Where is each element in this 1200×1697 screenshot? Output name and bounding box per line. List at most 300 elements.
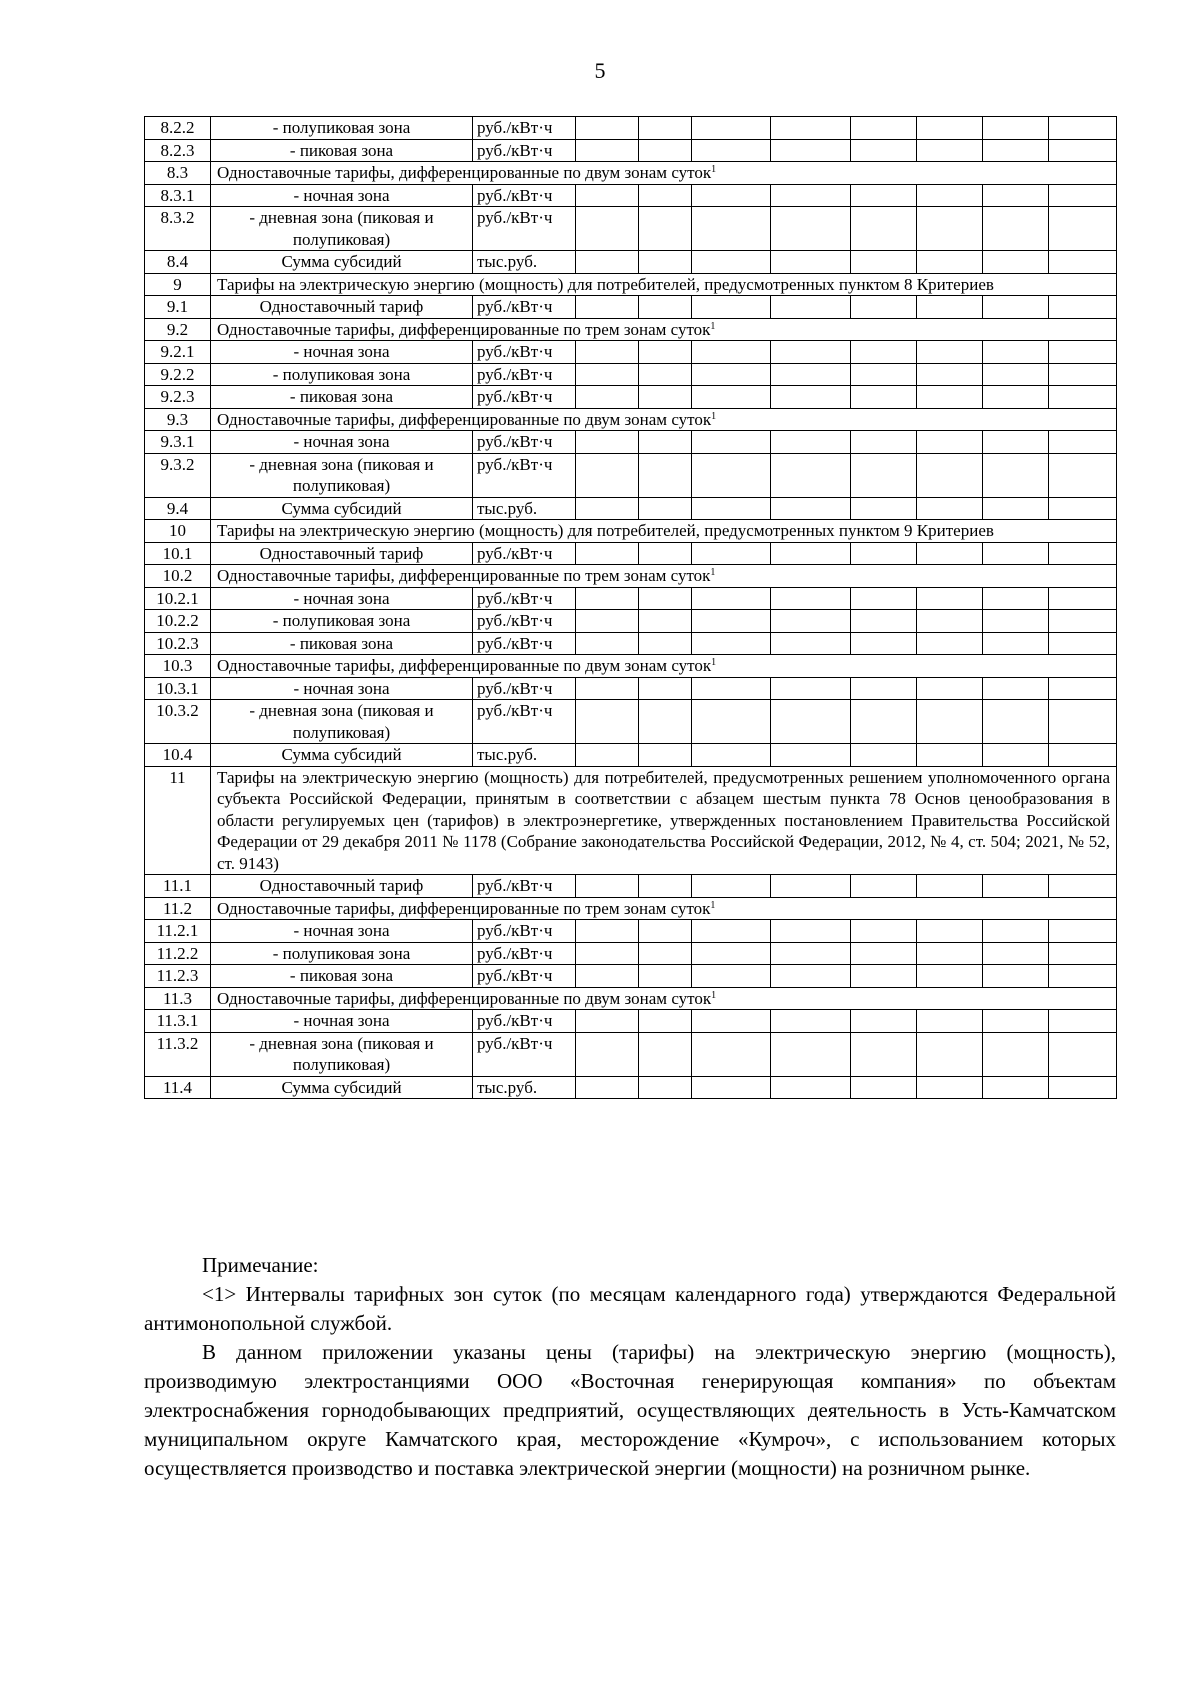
- row-number: 9.2.1: [145, 341, 211, 364]
- table-row: [145, 497, 1117, 520]
- row-number: 11.3: [145, 987, 211, 1010]
- value-cell: [639, 117, 692, 140]
- value-cell: [692, 632, 771, 655]
- value-cell: [639, 542, 692, 565]
- value-cell: [576, 1076, 639, 1099]
- value-cell: [639, 497, 692, 520]
- value-cell: [983, 431, 1049, 454]
- value-cell: [1049, 1010, 1117, 1033]
- value-cell: [639, 184, 692, 207]
- row-heading-text: Тарифы на электрическую энергию (мощность) для потребителей, предусмотренных пунктом 9 Критериев: [217, 521, 994, 540]
- row-number: 9: [145, 273, 211, 296]
- value-cell: [639, 875, 692, 898]
- row-heading-text: Одноставочные тарифы, дифференцированные по двум зонам суток: [217, 656, 712, 675]
- value-cell: [576, 453, 639, 497]
- footnote-marker: 1: [710, 567, 716, 578]
- value-cell: [771, 744, 851, 767]
- value-cell: [692, 139, 771, 162]
- row-name: Одноставочный тариф: [211, 875, 473, 898]
- row-name: - ночная зона: [211, 184, 473, 207]
- table-row: [145, 542, 1117, 565]
- value-cell: [1049, 251, 1117, 274]
- value-cell: [851, 744, 917, 767]
- value-cell: [576, 542, 639, 565]
- footnote-marker: 1: [711, 164, 717, 175]
- value-cell: [983, 610, 1049, 633]
- value-cell: [983, 744, 1049, 767]
- table-row: [145, 632, 1117, 655]
- value-cell: [576, 942, 639, 965]
- notes-block: [144, 1251, 1116, 1483]
- row-name: - пиковая зона: [211, 386, 473, 409]
- value-cell: [771, 453, 851, 497]
- value-cell: [771, 610, 851, 633]
- value-cell: [576, 632, 639, 655]
- value-cell: [576, 1010, 639, 1033]
- row-unit: руб./кВт·ч: [473, 1010, 576, 1033]
- row-heading-text: Одноставочные тарифы, дифференцированные по двум зонам суток: [217, 163, 712, 182]
- row-number: 9.3.2: [145, 453, 211, 497]
- value-cell: [983, 632, 1049, 655]
- value-cell: [692, 296, 771, 319]
- row-number: 8.2.2: [145, 117, 211, 140]
- value-cell: [1049, 587, 1117, 610]
- value-cell: [639, 251, 692, 274]
- table-row: [145, 744, 1117, 767]
- value-cell: [639, 341, 692, 364]
- value-cell: [639, 1032, 692, 1076]
- row-name: - пиковая зона: [211, 965, 473, 988]
- table-row: [145, 408, 1117, 431]
- row-name: - ночная зона: [211, 920, 473, 943]
- row-number: 9.4: [145, 497, 211, 520]
- value-cell: [771, 431, 851, 454]
- row-unit: руб./кВт·ч: [473, 1032, 576, 1076]
- value-cell: [692, 207, 771, 251]
- table-row: [145, 341, 1117, 364]
- value-cell: [983, 587, 1049, 610]
- table-row: [145, 942, 1117, 965]
- row-unit: руб./кВт·ч: [473, 542, 576, 565]
- value-cell: [576, 117, 639, 140]
- value-cell: [692, 1032, 771, 1076]
- value-cell: [983, 497, 1049, 520]
- row-unit: руб./кВт·ч: [473, 453, 576, 497]
- value-cell: [851, 453, 917, 497]
- row-heading-text: Одноставочные тарифы, дифференцированные по трем зонам суток: [217, 898, 711, 918]
- value-cell: [1049, 386, 1117, 409]
- value-cell: [771, 117, 851, 140]
- table-row: [145, 117, 1117, 140]
- row-name: - дневная зона (пиковая и полупиковая): [211, 700, 473, 744]
- value-cell: [851, 251, 917, 274]
- row-name: Сумма субсидий: [211, 744, 473, 767]
- tariff-table-body: [145, 117, 1117, 1099]
- value-cell: [692, 965, 771, 988]
- value-cell: [917, 497, 983, 520]
- row-name: - ночная зона: [211, 677, 473, 700]
- row-heading: [211, 162, 1117, 185]
- value-cell: [917, 1032, 983, 1076]
- value-cell: [983, 117, 1049, 140]
- row-unit: руб./кВт·ч: [473, 386, 576, 409]
- row-number: 10: [145, 520, 211, 543]
- value-cell: [851, 296, 917, 319]
- value-cell: [692, 453, 771, 497]
- value-cell: [576, 700, 639, 744]
- value-cell: [1049, 632, 1117, 655]
- value-cell: [576, 920, 639, 943]
- value-cell: [692, 363, 771, 386]
- row-unit: тыс.руб.: [473, 251, 576, 274]
- value-cell: [851, 363, 917, 386]
- row-number: 10.3.2: [145, 700, 211, 744]
- value-cell: [1049, 965, 1117, 988]
- row-name: - полупиковая зона: [211, 942, 473, 965]
- value-cell: [576, 587, 639, 610]
- value-cell: [639, 453, 692, 497]
- row-number: 9.3.1: [145, 431, 211, 454]
- row-heading: [211, 408, 1117, 431]
- row-unit: руб./кВт·ч: [473, 587, 576, 610]
- value-cell: [917, 942, 983, 965]
- value-cell: [917, 744, 983, 767]
- row-unit: руб./кВт·ч: [473, 139, 576, 162]
- value-cell: [576, 296, 639, 319]
- value-cell: [771, 587, 851, 610]
- table-row: [145, 920, 1117, 943]
- value-cell: [917, 184, 983, 207]
- row-unit: руб./кВт·ч: [473, 610, 576, 633]
- value-cell: [692, 386, 771, 409]
- value-cell: [1049, 1076, 1117, 1099]
- value-cell: [851, 497, 917, 520]
- value-cell: [639, 386, 692, 409]
- row-name: - дневная зона (пиковая и полупиковая): [211, 207, 473, 251]
- value-cell: [639, 296, 692, 319]
- value-cell: [917, 453, 983, 497]
- value-cell: [917, 117, 983, 140]
- row-number: 11.3.1: [145, 1010, 211, 1033]
- value-cell: [917, 1076, 983, 1099]
- value-cell: [851, 341, 917, 364]
- row-number: 11.2.1: [145, 920, 211, 943]
- value-cell: [692, 942, 771, 965]
- value-cell: [917, 875, 983, 898]
- value-cell: [639, 677, 692, 700]
- row-number: 11.1: [145, 875, 211, 898]
- row-number: 8.2.3: [145, 139, 211, 162]
- row-number: 9.1: [145, 296, 211, 319]
- value-cell: [1049, 139, 1117, 162]
- value-cell: [983, 875, 1049, 898]
- value-cell: [771, 1032, 851, 1076]
- row-unit: руб./кВт·ч: [473, 207, 576, 251]
- value-cell: [983, 700, 1049, 744]
- value-cell: [692, 117, 771, 140]
- value-cell: [639, 431, 692, 454]
- footnote-marker: 1: [710, 320, 716, 332]
- row-heading: [211, 565, 1117, 588]
- value-cell: [851, 965, 917, 988]
- row-name: - ночная зона: [211, 587, 473, 610]
- value-cell: [917, 386, 983, 409]
- row-unit: тыс.руб.: [473, 744, 576, 767]
- row-number: 11: [145, 766, 211, 875]
- table-row: [145, 766, 1117, 875]
- row-number: 11.3.2: [145, 1032, 211, 1076]
- value-cell: [917, 207, 983, 251]
- table-row: [145, 318, 1117, 341]
- table-row: [145, 965, 1117, 988]
- value-cell: [917, 363, 983, 386]
- table-row: [145, 139, 1117, 162]
- row-unit: тыс.руб.: [473, 497, 576, 520]
- notes-footnote: <1> Интервалы тарифных зон суток (по месяцам календарного года) утверждаются Федеральной антимонопольной службой.: [144, 1282, 1116, 1335]
- value-cell: [1049, 1032, 1117, 1076]
- value-cell: [771, 632, 851, 655]
- table-row: [145, 363, 1117, 386]
- row-unit: руб./кВт·ч: [473, 341, 576, 364]
- value-cell: [1049, 610, 1117, 633]
- value-cell: [692, 1076, 771, 1099]
- row-unit: руб./кВт·ч: [473, 363, 576, 386]
- table-row: [145, 700, 1117, 744]
- table-row: [145, 251, 1117, 274]
- value-cell: [851, 700, 917, 744]
- table-row: [145, 987, 1117, 1010]
- value-cell: [576, 744, 639, 767]
- value-cell: [917, 632, 983, 655]
- row-name: Сумма субсидий: [211, 251, 473, 274]
- value-cell: [917, 700, 983, 744]
- value-cell: [576, 965, 639, 988]
- row-name: - ночная зона: [211, 1010, 473, 1033]
- row-heading-text: Одноставочные тарифы, дифференцированные по трем зонам суток: [217, 566, 711, 585]
- row-name: - ночная зона: [211, 341, 473, 364]
- notes-paragraph: В данном приложении указаны цены (тарифы) на электрическую энергию (мощность), производимую электростанциями ООО «Восточная генерирующая компания» по объектам электроснабжения горнодобывающих предприятий, осуществляющих деятельность в Усть-Камчатском муниципальном округе Камчатского края, месторождение «Кумроч», с использованием которых осуществляется производство и поставка электрической энергии (мощности) на розничном рынке.: [144, 1340, 1116, 1480]
- row-heading: [211, 987, 1117, 1010]
- value-cell: [639, 207, 692, 251]
- row-heading-text: Тарифы на электрическую энергию (мощность) для потребителей, предусмотренных пунктом 8 Критериев: [217, 274, 994, 294]
- value-cell: [917, 431, 983, 454]
- value-cell: [983, 139, 1049, 162]
- value-cell: [1049, 431, 1117, 454]
- value-cell: [639, 920, 692, 943]
- value-cell: [771, 1010, 851, 1033]
- value-cell: [576, 497, 639, 520]
- value-cell: [771, 363, 851, 386]
- value-cell: [1049, 363, 1117, 386]
- value-cell: [771, 386, 851, 409]
- value-cell: [576, 1032, 639, 1076]
- row-number: 10.3.1: [145, 677, 211, 700]
- value-cell: [771, 1076, 851, 1099]
- value-cell: [576, 677, 639, 700]
- table-row: [145, 565, 1117, 588]
- row-number: 8.3: [145, 162, 211, 185]
- value-cell: [771, 965, 851, 988]
- table-row: [145, 162, 1117, 185]
- row-unit: тыс.руб.: [473, 1076, 576, 1099]
- row-unit: руб./кВт·ч: [473, 632, 576, 655]
- value-cell: [771, 251, 851, 274]
- value-cell: [1049, 744, 1117, 767]
- value-cell: [576, 251, 639, 274]
- row-name: - пиковая зона: [211, 139, 473, 162]
- table-row: [145, 1032, 1117, 1076]
- value-cell: [1049, 207, 1117, 251]
- value-cell: [771, 296, 851, 319]
- value-cell: [1049, 117, 1117, 140]
- row-heading-text: Одноставочные тарифы, дифференцированные по двум зонам суток: [217, 988, 712, 1008]
- table-row: [145, 587, 1117, 610]
- value-cell: [917, 920, 983, 943]
- row-number: 9.2.2: [145, 363, 211, 386]
- value-cell: [692, 341, 771, 364]
- value-cell: [851, 942, 917, 965]
- page-number: 5: [594, 58, 606, 83]
- value-cell: [576, 386, 639, 409]
- value-cell: [983, 1010, 1049, 1033]
- value-cell: [639, 744, 692, 767]
- row-name: Сумма субсидий: [211, 1076, 473, 1099]
- row-number: 10.4: [145, 744, 211, 767]
- row-unit: руб./кВт·ч: [473, 677, 576, 700]
- value-cell: [771, 920, 851, 943]
- row-heading-text: Тарифы на электрическую энергию (мощность) для потребителей, предусмотренных решением уполномоченного органа субъекта Российской Федерации, принятым в соответствии с абзацем шестым пункта 78 Основ ценообразования в области регулируемых цен (тарифов) в электроэнергетике, утвержденных постановлением Правительства Российской Федерации от 29 декабря 2011 № 1178 (Собрание законодательства Российской Федерации, 2012, № 4, ст. 504; 2021, № 52, ст. 9143): [217, 767, 1110, 873]
- value-cell: [917, 139, 983, 162]
- row-number: 10.2.1: [145, 587, 211, 610]
- value-cell: [917, 542, 983, 565]
- value-cell: [576, 184, 639, 207]
- value-cell: [851, 610, 917, 633]
- value-cell: [692, 744, 771, 767]
- row-name: - полупиковая зона: [211, 117, 473, 140]
- row-heading: [211, 766, 1117, 875]
- row-name: Сумма субсидий: [211, 497, 473, 520]
- value-cell: [851, 386, 917, 409]
- row-name: - полупиковая зона: [211, 363, 473, 386]
- row-name: - пиковая зона: [211, 632, 473, 655]
- row-heading: [211, 655, 1117, 678]
- row-number: 11.2.2: [145, 942, 211, 965]
- table-row: [145, 184, 1117, 207]
- row-number: 9.2: [145, 318, 211, 341]
- value-cell: [983, 1076, 1049, 1099]
- row-number: 8.4: [145, 251, 211, 274]
- value-cell: [851, 207, 917, 251]
- value-cell: [983, 453, 1049, 497]
- value-cell: [771, 184, 851, 207]
- table-row: [145, 655, 1117, 678]
- row-number: 10.2.3: [145, 632, 211, 655]
- row-unit: руб./кВт·ч: [473, 184, 576, 207]
- value-cell: [1049, 875, 1117, 898]
- row-heading: [211, 273, 1117, 296]
- row-name: Одноставочный тариф: [211, 542, 473, 565]
- row-number: 11.2: [145, 897, 211, 920]
- value-cell: [1049, 184, 1117, 207]
- value-cell: [917, 251, 983, 274]
- row-unit: руб./кВт·ч: [473, 965, 576, 988]
- value-cell: [692, 587, 771, 610]
- value-cell: [983, 965, 1049, 988]
- value-cell: [692, 920, 771, 943]
- value-cell: [983, 920, 1049, 943]
- value-cell: [851, 139, 917, 162]
- row-name: Одноставочный тариф: [211, 296, 473, 319]
- value-cell: [851, 117, 917, 140]
- value-cell: [692, 251, 771, 274]
- row-unit: руб./кВт·ч: [473, 117, 576, 140]
- row-unit: руб./кВт·ч: [473, 942, 576, 965]
- value-cell: [983, 207, 1049, 251]
- value-cell: [639, 965, 692, 988]
- value-cell: [639, 363, 692, 386]
- value-cell: [692, 875, 771, 898]
- value-cell: [576, 341, 639, 364]
- value-cell: [771, 875, 851, 898]
- row-heading: [211, 318, 1117, 341]
- value-cell: [1049, 341, 1117, 364]
- value-cell: [851, 875, 917, 898]
- row-name: - дневная зона (пиковая и полупиковая): [211, 1032, 473, 1076]
- value-cell: [639, 1010, 692, 1033]
- value-cell: [917, 677, 983, 700]
- value-cell: [771, 542, 851, 565]
- row-number: 11.4: [145, 1076, 211, 1099]
- notes-heading: Примечание:: [202, 1253, 319, 1277]
- value-cell: [771, 942, 851, 965]
- value-cell: [692, 610, 771, 633]
- value-cell: [983, 251, 1049, 274]
- value-cell: [639, 610, 692, 633]
- value-cell: [917, 296, 983, 319]
- value-cell: [771, 139, 851, 162]
- value-cell: [1049, 542, 1117, 565]
- value-cell: [983, 677, 1049, 700]
- value-cell: [1049, 920, 1117, 943]
- row-unit: руб./кВт·ч: [473, 920, 576, 943]
- value-cell: [1049, 677, 1117, 700]
- row-number: 10.3: [145, 655, 211, 678]
- footnote-marker: 1: [711, 410, 717, 422]
- value-cell: [851, 542, 917, 565]
- value-cell: [576, 139, 639, 162]
- value-cell: [692, 677, 771, 700]
- value-cell: [851, 632, 917, 655]
- value-cell: [983, 386, 1049, 409]
- row-unit: руб./кВт·ч: [473, 431, 576, 454]
- footnote-marker: 1: [711, 657, 717, 668]
- row-heading: [211, 897, 1117, 920]
- value-cell: [983, 542, 1049, 565]
- value-cell: [917, 341, 983, 364]
- row-number: 8.3.2: [145, 207, 211, 251]
- row-name: - ночная зона: [211, 431, 473, 454]
- table-row: [145, 273, 1117, 296]
- value-cell: [917, 965, 983, 988]
- value-cell: [576, 363, 639, 386]
- value-cell: [983, 363, 1049, 386]
- value-cell: [639, 700, 692, 744]
- value-cell: [639, 632, 692, 655]
- table-row: [145, 520, 1117, 543]
- footnote-marker: 1: [710, 899, 716, 911]
- table-row: [145, 296, 1117, 319]
- table-row: [145, 453, 1117, 497]
